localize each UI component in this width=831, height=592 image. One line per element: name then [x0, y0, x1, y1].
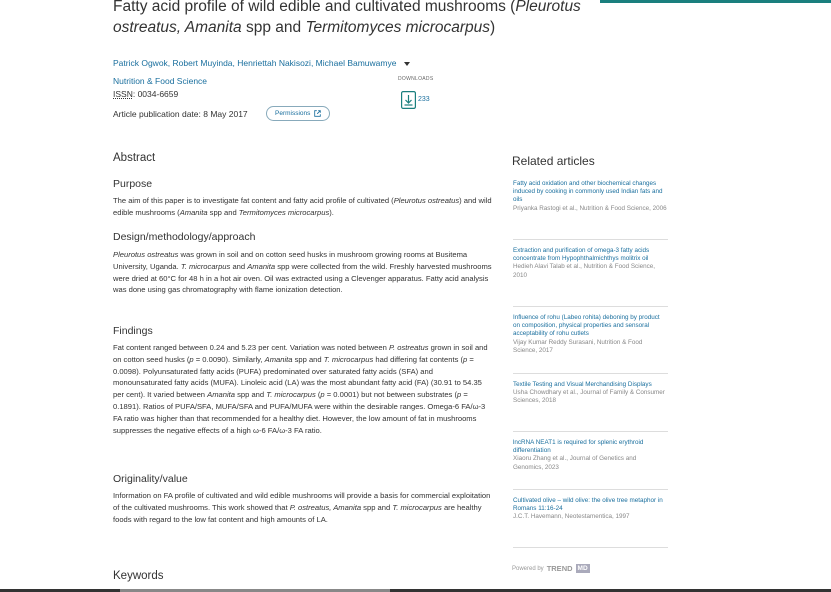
article-title: Fatty acid profile of wild edible and cultivated mushrooms (Pleurotus ostreatus, Amanita spp and Termitomyces microcarpus): [113, 0, 581, 36]
permissions-label: Permissions: [275, 110, 311, 117]
permissions-button[interactable]: [266, 106, 330, 121]
related-item-title[interactable]: Influence of rohu (Labeo rohita) deboning by product on composition, physical properties and sensoral acceptability of rohu cutlets: [513, 314, 660, 338]
journal-link[interactable]: Nutrition & Food Science: [113, 76, 208, 86]
related-item-meta: Vijay Kumar Reddy Surasani, Nutrition & Food Science, 2017: [513, 338, 643, 354]
related-item-title[interactable]: lncRNA NEAT1 is required for splenic erythroid differentiation: [513, 439, 644, 455]
author-list[interactable]: Patrick Ogwok, Robert Muyinda, Henriettah Nakisozi, Michael Bamuwamye: [113, 58, 410, 68]
purpose-heading: Purpose: [113, 178, 153, 190]
related-item-meta: Hedieh Alavi Talab et al., Nutrition & Food Science, 2010: [513, 263, 655, 279]
issn: ISSN: 0034-6659: [113, 89, 179, 99]
related-item[interactable]: [513, 180, 668, 240]
related-item-title[interactable]: Cultivated olive – wild olive: the olive tree metaphor in Romans 11:16-24: [513, 497, 663, 513]
related-item[interactable]: [513, 247, 668, 307]
related-item[interactable]: [513, 439, 668, 490]
findings-text: Fat content ranged between 0.24 and 5.23 per cent. Variation was noted between P. ostreatus grown in soil and on cotton seed husks (p = 0.0090). Similarly, Amanita spp and T. microcarpus had differing fat contents (p = 0.0098). Polyunsaturated fatty acids (PUFA) predominated over saturated fatty acids (SFA) and monounsaturated fatty acids (MUFA). Linoleic acid (LA) was the most abundant fatty acid (FA) (30.91 to 54.35 per cent). It varied between Amanita spp and T. microcarpus (p = 0.0001) but not between substrates (p = 0.1891). Ratios of PUFA/SFA, MUFA/SFA and PUFA/MUFA were within the desirable ranges. Omega-6 FA/ω-3 FA ratio was higher than that recommended for a healthy diet. However, the low amount of fat in mushrooms suppresses the negative effects of a high ω-6 FA/ω-3 FA ratio.: [113, 343, 488, 435]
trendmd-logo: TREND: [546, 564, 573, 573]
related-item-title[interactable]: Extraction and purification of omega-3 fatty acids concentrate from Hypophthalmichthys molitrix oil: [513, 247, 650, 263]
related-item[interactable]: [513, 314, 668, 374]
related-articles-heading: Related articles: [512, 154, 595, 168]
related-item-meta: Xiaoru Zhang et al., Journal of Genetics and Genomics, 2023: [513, 455, 637, 471]
related-item-meta: Usha Chowdhary et al., Journal of Family & Consumer Sciences, 2018: [513, 389, 665, 405]
abstract-heading: Abstract: [113, 152, 156, 164]
findings-heading: Findings: [113, 325, 153, 337]
related-item-meta: Priyanka Rastogi et al., Nutrition & Food Science, 2006: [513, 204, 667, 212]
download-icon[interactable]: [401, 91, 416, 109]
chevron-down-icon[interactable]: [404, 62, 410, 66]
publication-date: Article publication date: 8 May 2017: [113, 109, 248, 119]
design-text: Pleurotus ostreatus was grown in soil and on cotton seed husks in mushroom growing rooms at Busitema University, Uganda. T. microcarpus and Amanita spp were collected from the wild. Freshly harvested mushrooms were dried at 60°C for 48 h in a hot air oven. Oil was extracted using a Clevenger apparatus. Fatty acid analysis was done using gas chromatography with flame ionization detection.: [113, 250, 492, 295]
originality-text: Information on FA profile of cultivated and wild edible mushrooms will provide a basis for commercial exploitation of the cultivated mushrooms. This work showed that P. ostreatus, Amanita spp and T. microcarpus are healthy foods with regard to the low fat content and high amounts of LA.: [113, 491, 491, 524]
downloads-label: DOWNLOADS: [398, 76, 434, 82]
related-articles-list: [513, 180, 668, 548]
related-item-meta: J.C.T. Havemann, Neotestamentica, 1997: [513, 513, 630, 521]
related-item-title[interactable]: Fatty acid oxidation and other biochemical changes induced by cooking in commonly used Indian fats and oils: [513, 180, 663, 204]
related-item-title[interactable]: Textile Testing and Visual Merchandising Displays: [513, 381, 652, 388]
purpose-text: The aim of this paper is to investigate fat content and fatty acid profile of cultivated (Pleurotus ostreatus) and wild edible mushrooms (Amanita spp and Termitomyces microcarpus).: [113, 196, 492, 217]
related-item[interactable]: [513, 381, 668, 432]
design-heading: Design/methodology/approach: [113, 231, 256, 243]
external-link-icon: [314, 110, 321, 117]
downloads-count: 233: [418, 96, 430, 103]
related-item[interactable]: [513, 497, 668, 548]
keywords-heading: Keywords: [113, 570, 164, 582]
originality-heading: Originality/value: [113, 473, 188, 485]
powered-by-trendmd[interactable]: Powered by TREND MD: [512, 564, 588, 573]
